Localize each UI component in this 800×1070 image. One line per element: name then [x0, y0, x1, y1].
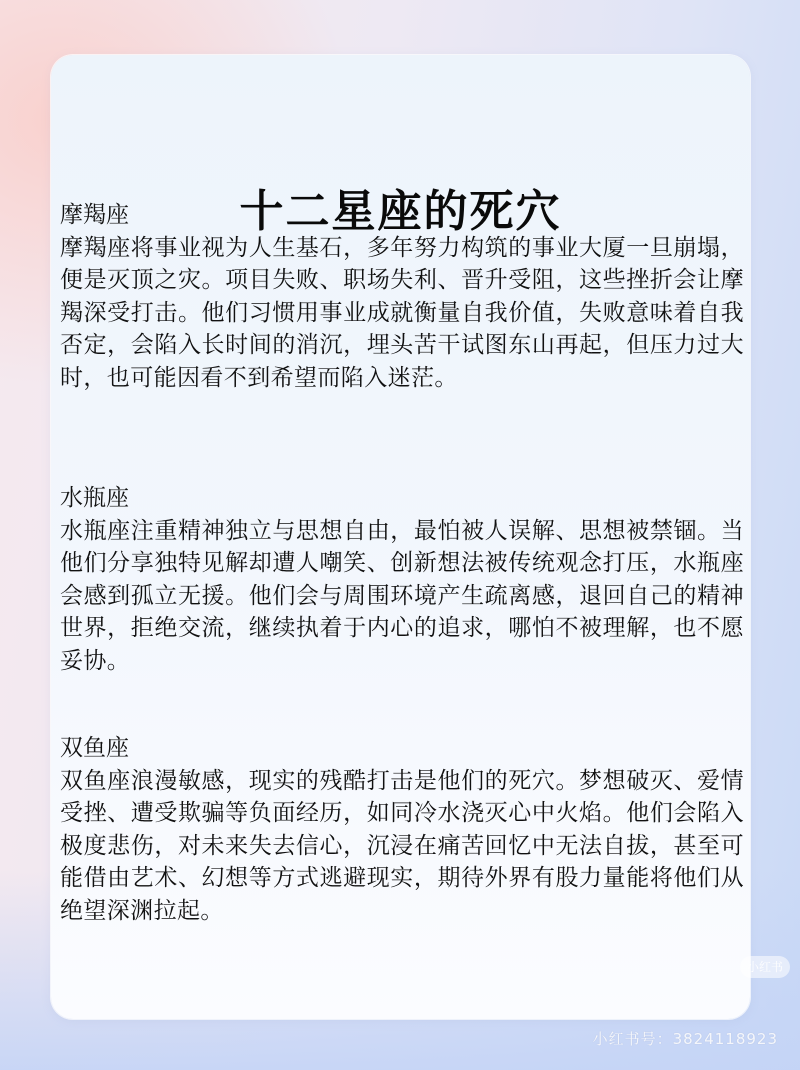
section-pisces [60, 731, 744, 927]
section-heading: 摩羯座 [60, 202, 129, 228]
section-aquarius [60, 481, 744, 677]
section-body: 水瓶座注重精神独立与思想自由，最怕被人误解、思想被禁锢。当他们分享独特见解却遭人嘲笑、创新想法被传统观念打压，水瓶座会感到孤立无援。他们会与周围环境产生疏离感，退回自己的精神世界，拒绝交流，继续执着于内心的追求，哪怕不被理解，也不愿妥协。 [60, 518, 744, 674]
section-body: 双鱼座浪漫敏感，现实的残酷打击是他们的死穴。梦想破灭、爱情受挫、遭受欺骗等负面经历，如同冷水浇灭心中火焰。他们会陷入极度悲伤，对未来失去信心，沉浸在痛苦回忆中无法自拔，甚至可能借由艺术、幻想等方式逃避现实，期待外界有股力量能将他们从绝望深渊拉起。 [60, 768, 744, 924]
watermark-logo-badge: 小红书 [740, 956, 790, 978]
watermark-text: 小红书号：3824118923 [592, 1030, 778, 1048]
section-heading: 水瓶座 [60, 485, 129, 511]
section-capricorn [60, 198, 744, 394]
content-card [51, 55, 750, 1019]
section-heading: 双鱼座 [60, 735, 129, 761]
page-title: 十二星座的死穴 [239, 186, 562, 237]
section-body: 摩羯座将事业视为人生基石，多年努力构筑的事业大厦一旦崩塌，便是灭顶之灾。项目失败、职场失利、晋升受阻，这些挫折会让摩羯深受打击。他们习惯用事业成就衡量自我价值，失败意味着自我否定，会陷入长时间的消沉，埋头苦干试图东山再起，但压力过大时，也可能因看不到希望而陷入迷茫。 [60, 235, 744, 391]
